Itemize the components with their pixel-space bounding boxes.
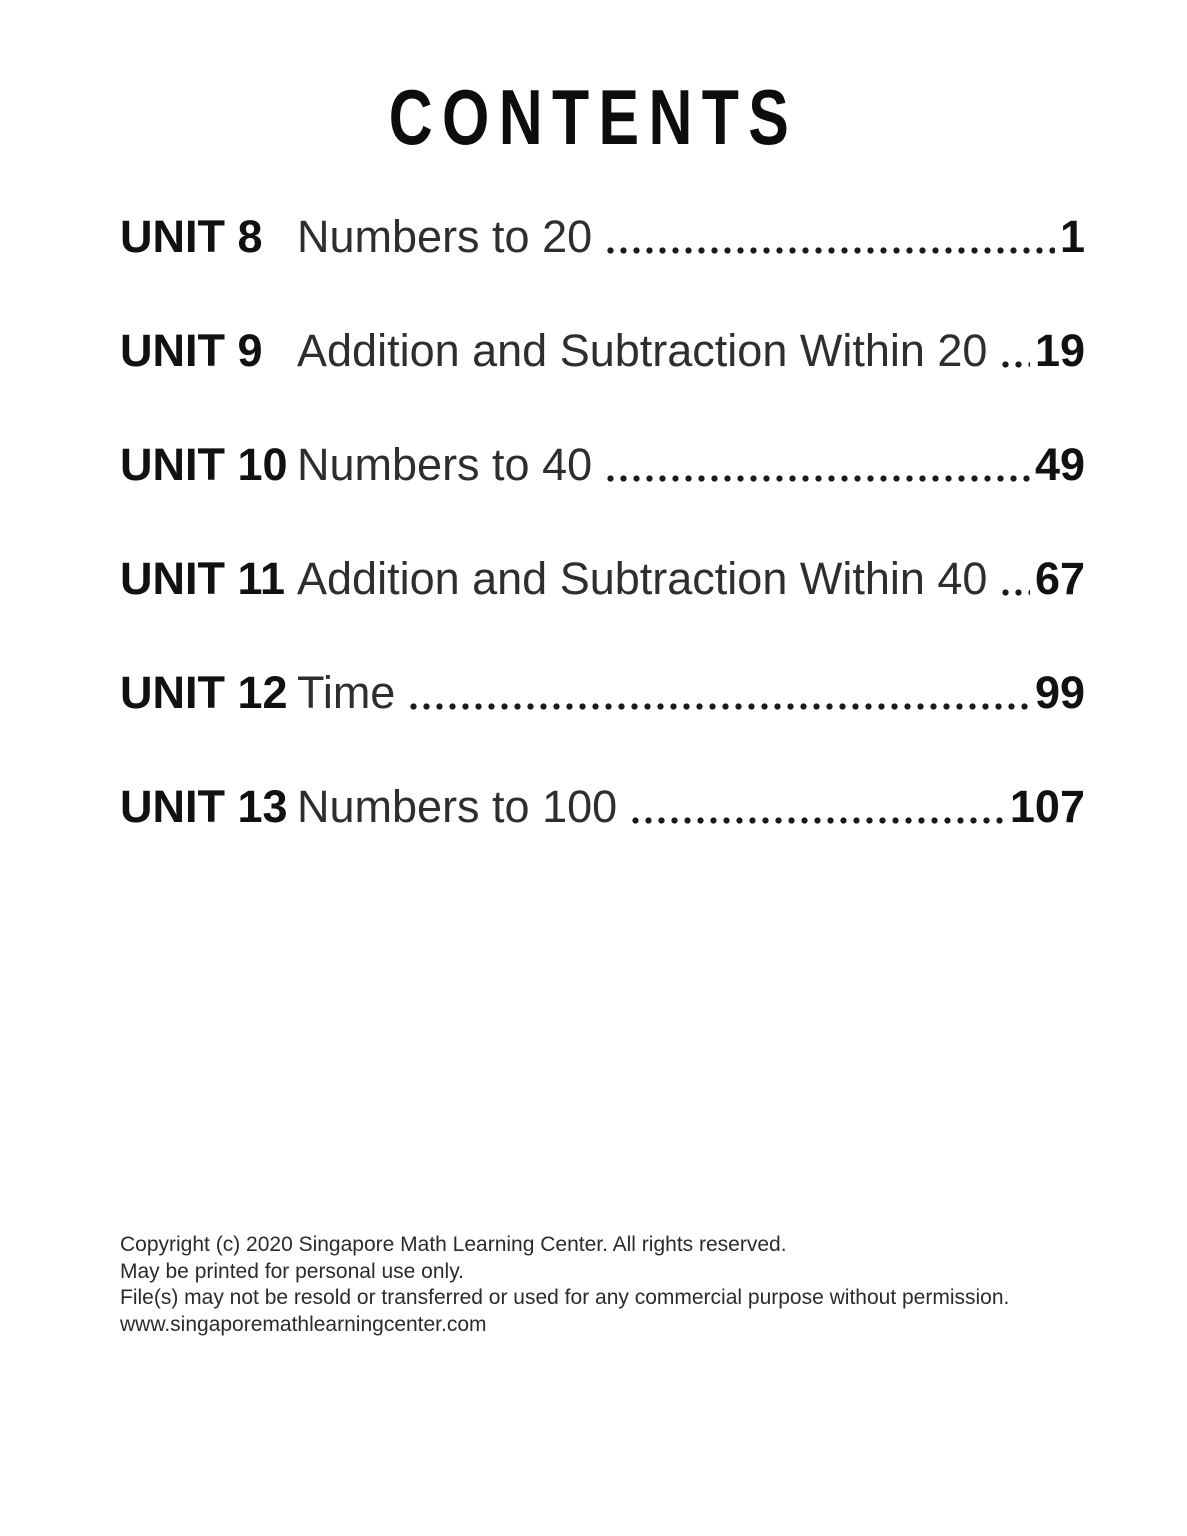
toc-entry-unit: UNIT 9 [120, 325, 263, 376]
dot-leader [629, 776, 1005, 837]
toc-entry-unit: UNIT 10 [120, 439, 288, 490]
toc-entry-title: Addition and Subtraction Within 40 [297, 553, 988, 604]
copyright-footer [120, 1232, 1097, 1338]
toc-entry-page: 1 [1059, 211, 1085, 262]
toc-entry [120, 776, 1085, 837]
footer-line: www.singaporemathlearningcenter.com [120, 1312, 487, 1336]
toc-entry-title: Addition and Subtraction Within 20 [297, 325, 988, 376]
toc-entry-page: 49 [1034, 439, 1085, 490]
toc-entry [120, 662, 1085, 723]
toc-entry-unit: UNIT 12 [120, 667, 288, 718]
toc-entry-title: Numbers to 40 [297, 439, 593, 490]
dot-leader [999, 320, 1030, 381]
toc-entry-title: Numbers to 100 [297, 781, 618, 832]
toc-entry-unit: UNIT 11 [120, 553, 286, 604]
toc-entry [120, 320, 1085, 381]
toc-entry-title: Numbers to 20 [297, 211, 593, 262]
footer-line: Copyright (c) 2020 Singapore Math Learning Center. All rights reserved. [120, 1233, 787, 1256]
toc-list [120, 206, 1085, 837]
footer-line: File(s) may not be resold or transferred or used for any commercial purpose without permission. [120, 1286, 1010, 1309]
footer-line: May be printed for personal use only. [120, 1259, 464, 1283]
title-wrap [0, 73, 1187, 161]
toc-entry [120, 434, 1085, 495]
toc-entry-unit: UNIT 13 [120, 781, 288, 832]
dot-leader [407, 662, 1030, 723]
toc-entry-page: 67 [1034, 553, 1085, 604]
toc-entry-page: 19 [1034, 325, 1085, 376]
toc-entry [120, 206, 1085, 267]
toc-entry-page: 107 [1009, 781, 1085, 832]
page-title: CONTENTS [388, 73, 799, 161]
dot-leader [604, 434, 1030, 495]
toc-entry-unit: UNIT 8 [120, 211, 263, 262]
toc-entry-page: 99 [1034, 667, 1085, 718]
toc-entry [120, 548, 1085, 609]
dot-leader [604, 206, 1055, 267]
dot-leader [999, 548, 1030, 609]
toc-entry-title: Time [297, 667, 396, 718]
